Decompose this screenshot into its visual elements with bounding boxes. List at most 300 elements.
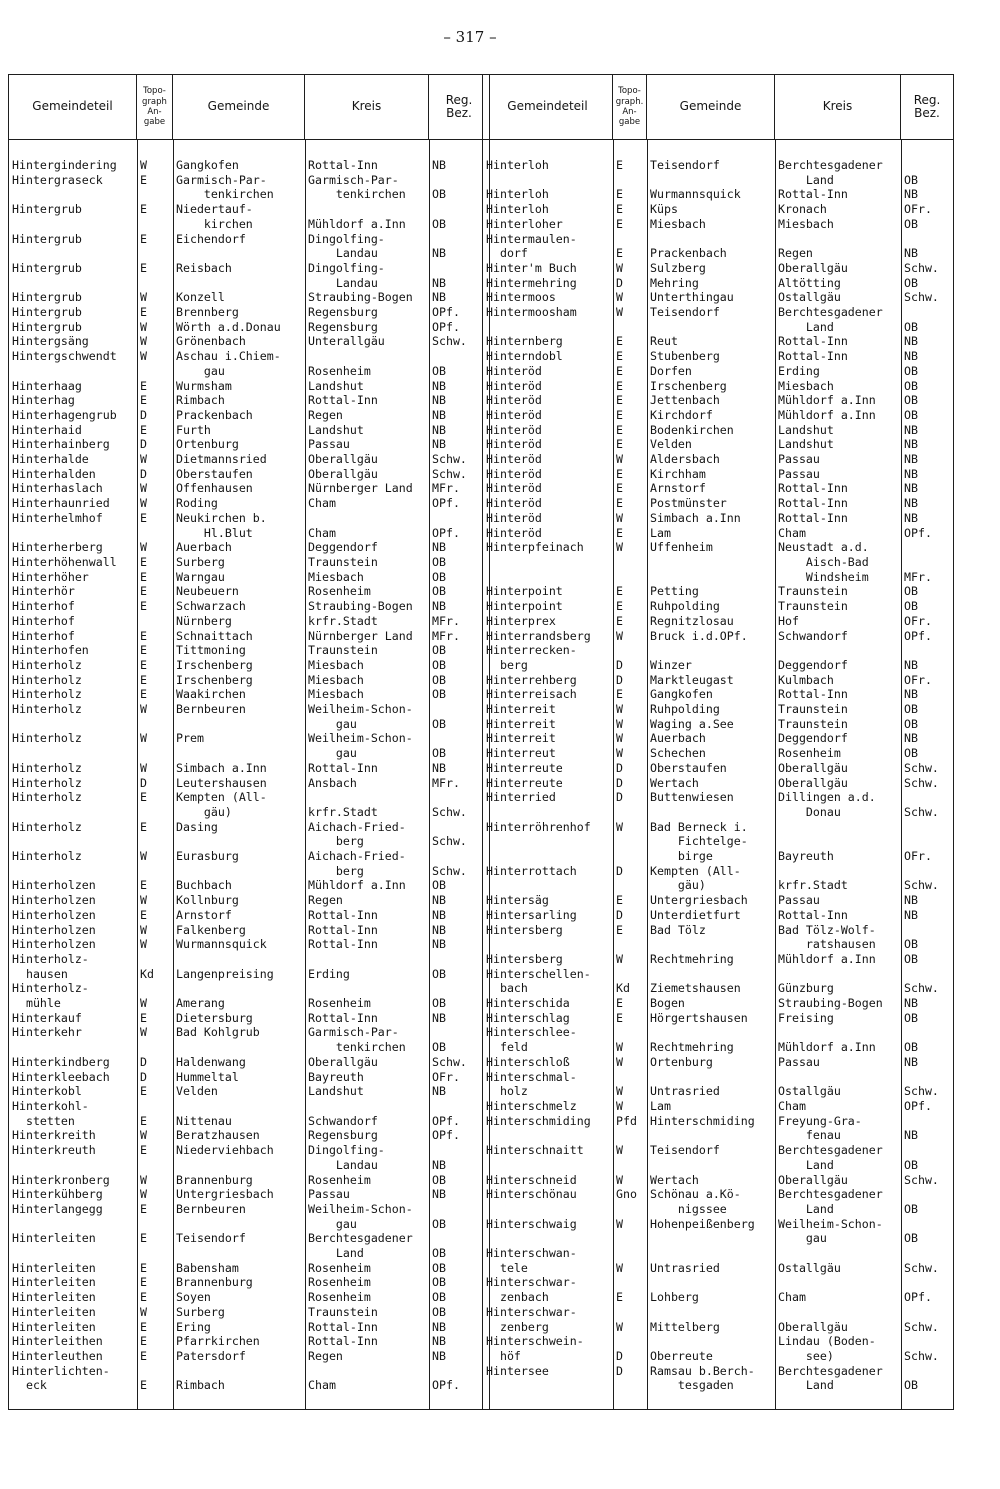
gemeindeteil-cell: Hinterrandsberg — [486, 628, 591, 643]
topo-cell: E — [140, 1260, 147, 1275]
topo-cell: W — [616, 819, 623, 834]
table-row — [483, 1261, 953, 1276]
gemeinde-cell — [173, 1364, 305, 1379]
reg-bez-cell — [429, 1099, 489, 1114]
topo-cell — [613, 937, 647, 952]
gemeinde-cell — [647, 173, 775, 188]
reg-bez-cell: NB — [432, 378, 446, 393]
kreis-cell: Rosenheim — [308, 996, 371, 1011]
gemeindeteil-cell — [483, 555, 613, 570]
reg-bez-cell — [429, 349, 489, 364]
topo-cell: E — [140, 672, 147, 687]
reg-bez-cell: NB — [432, 760, 446, 775]
table-row — [483, 1246, 953, 1261]
gemeinde-cell: Simbach a.Inn — [650, 510, 741, 525]
reg-bez-cell: OB — [432, 1172, 446, 1187]
table-row — [483, 849, 953, 864]
topo-cell — [613, 1378, 647, 1393]
gemeindeteil-cell — [483, 834, 613, 849]
table-row — [483, 776, 953, 791]
table-row — [483, 1084, 953, 1099]
gemeindeteil-cell: Hinterholz — [12, 775, 82, 790]
reg-bez-cell: OB — [904, 275, 918, 290]
table-row — [9, 496, 489, 511]
kreis-cell: Dingolfing- — [308, 1143, 385, 1158]
gemeinde-cell: Waging a.See — [650, 716, 734, 731]
kreis-cell — [775, 1070, 901, 1085]
reg-bez-cell: NB — [432, 1010, 446, 1025]
gemeinde-cell: Sulzberg — [650, 260, 706, 275]
reg-bez-cell: NB — [904, 349, 918, 364]
gemeindeteil-cell: Hinterleiten — [12, 1231, 96, 1246]
gemeinde-cell — [647, 555, 775, 570]
topo-cell — [137, 246, 173, 261]
reg-bez-cell: Schw. — [904, 804, 939, 819]
gemeindeteil-cell: Hinterhalde — [12, 452, 89, 467]
table-row — [9, 173, 489, 188]
reg-bez-cell — [429, 1364, 489, 1379]
topo-cell: D — [616, 790, 623, 805]
table-row — [9, 893, 489, 908]
table-row — [9, 702, 489, 717]
topo-cell: E — [140, 790, 147, 805]
gemeinde-cell: Wurmannsquick — [650, 187, 741, 202]
gemeindeteil-cell: Hinterhaid — [12, 422, 82, 437]
kreis-cell — [305, 952, 429, 967]
gemeindeteil-cell — [9, 364, 137, 379]
reg-bez-cell: NB — [904, 996, 918, 1011]
gemeinde-cell: Neubeuern — [176, 584, 239, 599]
reg-bez-cell — [901, 820, 953, 835]
kreis-cell — [305, 1364, 429, 1379]
gemeinde-cell: Leutershausen — [176, 775, 267, 790]
reg-bez-cell: OB — [432, 1260, 446, 1275]
gemeinde-cell: Dietersburg — [176, 1010, 253, 1025]
gemeindeteil-cell: Hinterried — [486, 790, 556, 805]
reg-bez-cell: OB — [904, 378, 918, 393]
reg-bez-cell — [429, 1143, 489, 1158]
reg-bez-cell: NB — [432, 407, 446, 422]
gemeinde-cell — [647, 1158, 775, 1173]
gemeinde-cell: Brannenburg — [176, 1172, 253, 1187]
kreis-cell: Bad Tölz-Wolf- — [778, 922, 876, 937]
topo-cell — [613, 1158, 647, 1173]
gemeindeteil-cell: Hintermoos — [486, 290, 556, 305]
kreis-cell: Altötting — [778, 275, 841, 290]
kreis-cell: Erding — [308, 966, 350, 981]
table-row — [483, 673, 953, 688]
reg-bez-cell: OFr. — [432, 1069, 460, 1084]
reg-bez-cell: Schw. — [432, 804, 467, 819]
topo-cell: D — [616, 775, 623, 790]
kreis-cell: Freising — [778, 1010, 834, 1025]
reg-bez-cell: OB — [432, 1275, 446, 1290]
kreis-cell: Cham — [778, 1290, 806, 1305]
reg-bez-cell: OB — [904, 937, 918, 952]
gemeinde-cell: Eichendorf — [176, 231, 246, 246]
topo-cell: E — [140, 202, 147, 217]
gemeindeteil-cell: Hinterreut — [486, 746, 556, 761]
gemeindeteil-cell: Hinterrehberg — [486, 672, 577, 687]
left-table-body — [9, 158, 489, 1393]
kreis-cell: Rottal-Inn — [778, 510, 848, 525]
kreis-cell: Mühldorf a.Inn — [308, 878, 406, 893]
topo-cell — [613, 1246, 647, 1261]
header-gemeinde: Gemeinde — [173, 75, 305, 139]
table-row — [483, 1128, 953, 1143]
kreis-cell: Bayreuth — [778, 849, 834, 864]
topo-cell: W — [616, 510, 623, 525]
gemeindeteil-cell: Hinterholz — [12, 790, 82, 805]
reg-bez-cell: NB — [432, 275, 446, 290]
topo-cell: W — [140, 702, 147, 717]
kreis-cell: Passau — [778, 1054, 820, 1069]
gemeindeteil-cell: Hinterholz — [12, 731, 82, 746]
gemeinde-cell: gau — [176, 363, 225, 378]
reg-bez-cell: OB — [432, 1304, 446, 1319]
reg-bez-cell: OB — [904, 1010, 918, 1025]
gemeindeteil-cell: Hinterkühberg — [12, 1187, 103, 1202]
reg-bez-cell: OB — [904, 584, 918, 599]
gemeinde-cell: Gangkofen — [176, 158, 239, 172]
reg-bez-cell — [429, 232, 489, 247]
kreis-cell: Cham — [778, 1099, 806, 1113]
gemeindeteil-cell — [483, 937, 613, 952]
gemeindeteil-cell: Hinterhagengrub — [12, 407, 117, 422]
kreis-cell: Oberallgäu — [308, 452, 378, 467]
gemeinde-cell — [647, 1025, 775, 1040]
topo-cell: W — [616, 540, 623, 555]
gemeinde-cell: Surberg — [176, 554, 225, 569]
reg-bez-cell: OB — [432, 216, 446, 231]
table-row — [483, 1334, 953, 1349]
kreis-cell: Landshut — [308, 378, 364, 393]
kreis-cell: Deggendorf — [778, 657, 848, 672]
reg-bez-cell: OB — [904, 599, 918, 614]
kreis-cell: Neustadt a.d. — [778, 540, 869, 555]
topo-cell — [613, 232, 647, 247]
table-row — [483, 158, 953, 173]
gemeinde-cell — [647, 937, 775, 952]
kreis-cell: ratshausen — [778, 937, 876, 952]
gemeinde-cell: Prackenbach — [176, 407, 253, 422]
gemeinde-cell: Regnitzlosau — [650, 613, 734, 628]
gemeindeteil-cell: Hinterhaslach — [12, 481, 103, 496]
reg-bez-cell: NB — [904, 496, 918, 511]
reg-bez-cell: NB — [432, 1187, 446, 1202]
kreis-cell: Regen — [778, 246, 813, 261]
topo-cell — [613, 1070, 647, 1085]
gemeindeteil-cell: dorf — [486, 246, 528, 261]
table-row — [483, 379, 953, 394]
gemeinde-cell: Langenpreising — [176, 966, 274, 981]
kreis-cell — [775, 1275, 901, 1290]
kreis-cell: Miesbach — [778, 378, 834, 393]
gemeinde-cell: Dorfen — [650, 363, 692, 378]
gemeinde-cell: Aschau i.Chiem- — [176, 349, 281, 364]
topo-cell: W — [616, 1260, 623, 1275]
table-row — [483, 952, 953, 967]
gemeindeteil-cell: berg — [486, 657, 528, 672]
gemeinde-cell: Nürnberg — [176, 613, 232, 628]
table-row — [9, 187, 489, 202]
table-row — [9, 1305, 489, 1320]
gemeindeteil-cell: Hinterhof — [12, 613, 75, 628]
reg-bez-cell — [901, 967, 953, 982]
gemeinde-cell: Untrasried — [650, 1084, 720, 1099]
kreis-cell: Rosenheim — [308, 584, 371, 599]
gemeinde-cell: Ziemetshausen — [650, 981, 741, 996]
reg-bez-cell: OFr. — [904, 672, 932, 687]
topo-cell — [137, 717, 173, 732]
kreis-cell: Donau — [778, 804, 841, 819]
gemeinde-cell: nigssee — [650, 1201, 727, 1216]
reg-bez-cell: OB — [432, 657, 446, 672]
reg-bez-cell: OPf. — [904, 1290, 932, 1305]
reg-bez-cell — [429, 511, 489, 526]
kreis-cell: Oberallgäu — [778, 1319, 848, 1334]
reg-bez-cell — [901, 643, 953, 658]
reg-bez-cell — [429, 261, 489, 276]
topo-cell: W — [140, 922, 147, 937]
table-row — [9, 731, 489, 746]
kreis-cell: Deggendorf — [778, 731, 848, 746]
gemeindeteil-cell: Hinterlangegg — [12, 1201, 103, 1216]
topo-cell: W — [140, 540, 147, 555]
reg-bez-cell — [901, 864, 953, 879]
table-row — [9, 1099, 489, 1114]
kreis-cell: Traunstein — [778, 702, 848, 717]
reg-bez-cell: Schw. — [904, 1260, 939, 1275]
topo-cell: W — [140, 893, 147, 908]
topo-cell — [137, 1217, 173, 1232]
kreis-cell: Mühldorf a.Inn — [778, 407, 876, 422]
topo-cell: Kd — [140, 966, 154, 981]
reg-bez-cell — [429, 981, 489, 996]
table-row — [483, 893, 953, 908]
table-row — [483, 187, 953, 202]
header-reg-line: Reg. — [913, 92, 941, 107]
reg-bez-cell — [429, 1231, 489, 1246]
gemeindeteil-cell: Hinterhelmhof — [12, 510, 103, 525]
kreis-cell: berg — [308, 863, 364, 878]
table-row — [9, 1261, 489, 1276]
table-row — [483, 1070, 953, 1085]
gemeinde-cell: Bogen — [650, 996, 685, 1011]
left-register-table — [8, 74, 490, 1410]
gemeindeteil-cell: Hinteröd — [486, 466, 542, 481]
gemeindeteil-cell: Hinterloh — [486, 158, 549, 172]
reg-bez-cell: OB — [432, 672, 446, 687]
kreis-cell: Rosenheim — [308, 1290, 371, 1305]
table-row — [9, 629, 489, 644]
table-row — [9, 805, 489, 820]
topo-cell: Pfd — [616, 1113, 637, 1128]
kreis-cell: Rottal-Inn — [778, 687, 848, 702]
reg-bez-cell — [429, 173, 489, 188]
reg-bez-cell — [429, 1025, 489, 1040]
topo-cell: E — [140, 569, 147, 584]
gemeinde-cell: Teisendorf — [650, 158, 720, 172]
gemeindeteil-cell — [9, 746, 137, 761]
gemeinde-cell: Dasing — [176, 819, 218, 834]
topo-cell: E — [616, 525, 623, 540]
gemeinde-cell: Marktleugast — [650, 672, 734, 687]
reg-bez-cell: NB — [904, 466, 918, 481]
gemeindeteil-cell: Hinterröhrenhof — [486, 819, 591, 834]
table-row — [9, 1025, 489, 1040]
reg-bez-cell — [901, 1305, 953, 1320]
topo-cell: E — [140, 422, 147, 437]
topo-cell: W — [140, 1304, 147, 1319]
gemeindeteil-cell: Hinterhöhenwall — [12, 554, 117, 569]
kreis-cell: Weilheim-Schon- — [308, 731, 413, 746]
gemeindeteil-cell: Hintergsäng — [12, 334, 89, 349]
reg-bez-cell: OB — [432, 187, 446, 202]
reg-bez-cell: NB — [904, 187, 918, 202]
gemeindeteil-cell: Hinterprex — [486, 613, 556, 628]
kreis-cell — [305, 202, 429, 217]
topo-cell — [613, 1202, 647, 1217]
gemeinde-cell: Hummeltal — [176, 1069, 239, 1084]
gemeinde-cell — [647, 232, 775, 247]
kreis-cell: Rottal-Inn — [308, 1010, 378, 1025]
reg-bez-cell — [429, 952, 489, 967]
table-row — [483, 629, 953, 644]
gemeindeteil-cell: Hinterleiten — [12, 1275, 96, 1290]
reg-bez-cell: OPf. — [432, 1113, 460, 1128]
reg-bez-cell: NB — [904, 907, 918, 922]
table-row — [483, 290, 953, 305]
gemeinde-cell — [173, 246, 305, 261]
gemeinde-cell: Fichtelge- — [650, 834, 748, 849]
gemeindeteil-cell: Hintergrub — [12, 231, 82, 246]
table-row — [9, 849, 489, 864]
table-row — [9, 1217, 489, 1232]
gemeinde-cell: tesgaden — [650, 1378, 734, 1393]
gemeinde-cell: Haldenwang — [176, 1054, 246, 1069]
reg-bez-cell: OB — [904, 702, 918, 717]
gemeinde-cell: Irschenberg — [650, 378, 727, 393]
gemeinde-cell: Prackenbach — [650, 246, 727, 261]
topo-cell: E — [140, 819, 147, 834]
gemeinde-cell: Unterthingau — [650, 290, 734, 305]
table-row — [483, 1231, 953, 1246]
gemeindeteil-cell: Hinteröd — [486, 378, 542, 393]
gemeindeteil-cell: Hinterpfeinach — [486, 540, 584, 555]
topo-cell: D — [140, 775, 147, 790]
topo-cell: W — [616, 702, 623, 717]
table-row — [9, 276, 489, 291]
gemeinde-cell: Kirchham — [650, 466, 706, 481]
kreis-cell: gau — [308, 716, 357, 731]
topo-cell: E — [616, 893, 623, 908]
gemeindeteil-cell: Hinterkreuth — [12, 1143, 96, 1158]
kreis-cell: Garmisch-Par- — [308, 172, 399, 187]
gemeindeteil-cell: Hintergrub — [12, 305, 82, 320]
gemeindeteil-cell: Hinterrecken- — [486, 643, 577, 658]
kreis-cell: Günzburg — [778, 981, 834, 996]
kreis-cell: Rottal-Inn — [308, 907, 378, 922]
gemeindeteil-cell: Hinterhalden — [12, 466, 96, 481]
table-row — [9, 952, 489, 967]
header-reg-line: Bez. — [446, 106, 472, 120]
kreis-cell: Cham — [308, 525, 336, 540]
topo-cell: E — [140, 231, 147, 246]
reg-bez-cell — [901, 1143, 953, 1158]
gemeinde-cell — [173, 746, 305, 761]
reg-bez-cell: OPf. — [904, 525, 932, 540]
gemeinde-cell: Furth — [176, 422, 211, 437]
gemeindeteil-cell: Hinterkindberg — [12, 1054, 110, 1069]
gemeindeteil-cell: Hinterholz — [12, 657, 82, 672]
gemeindeteil-cell: tele — [486, 1260, 528, 1275]
gemeinde-cell — [173, 717, 305, 732]
gemeinde-cell: Tittmoning — [176, 643, 246, 658]
kreis-cell: Aichach-Fried- — [308, 849, 406, 864]
topo-cell: E — [140, 1275, 147, 1290]
gemeindeteil-cell: Hinterreit — [486, 731, 556, 746]
reg-bez-cell: OFr. — [904, 613, 932, 628]
table-row — [9, 981, 489, 996]
topo-cell: E — [616, 349, 623, 364]
topo-cell: W — [140, 996, 147, 1011]
gemeinde-cell: Neukirchen b. — [176, 510, 267, 525]
reg-bez-cell: Schw. — [432, 466, 467, 481]
topo-cell — [613, 878, 647, 893]
topo-cell — [137, 217, 173, 232]
gemeinde-cell: Schwarzach — [176, 599, 246, 614]
gemeindeteil-cell — [9, 276, 137, 291]
table-row — [483, 731, 953, 746]
topo-cell — [613, 1025, 647, 1040]
topo-cell: E — [140, 1113, 147, 1128]
gemeindeteil-cell: Hintergraseck — [12, 172, 103, 187]
gemeindeteil-cell: Hinterschlee- — [486, 1025, 577, 1040]
kreis-cell: Lindau (Boden- — [778, 1334, 876, 1349]
table-row — [483, 393, 953, 408]
topo-cell — [613, 1305, 647, 1320]
gemeindeteil-cell — [9, 1217, 137, 1232]
header-topo-line: gabe — [618, 117, 641, 128]
kreis-cell — [775, 643, 901, 658]
kreis-cell: Traunstein — [778, 584, 848, 599]
kreis-cell: tenkirchen — [308, 187, 406, 202]
table-row — [9, 1275, 489, 1290]
gemeindeteil-cell: holz — [486, 1084, 528, 1099]
gemeinde-cell: Mehring — [650, 275, 699, 290]
topo-cell: E — [140, 305, 147, 320]
reg-bez-cell: OB — [432, 966, 446, 981]
header-reg-bez — [901, 75, 953, 139]
kreis-cell: Nürnberger Land — [308, 628, 413, 643]
topo-cell: E — [140, 907, 147, 922]
reg-bez-cell: Schw. — [904, 1348, 939, 1363]
gemeindeteil-cell: Hinterschwaig — [486, 1216, 577, 1231]
reg-bez-cell: Schw. — [904, 290, 939, 305]
reg-bez-cell: OB — [432, 746, 446, 761]
table-row — [483, 246, 953, 261]
gemeindeteil-cell: Hintergindering — [12, 158, 117, 172]
gemeindeteil-cell: Hinterholz- — [12, 981, 89, 996]
gemeinde-cell: Bodenkirchen — [650, 422, 734, 437]
table-row — [9, 1231, 489, 1246]
topo-cell: D — [616, 907, 623, 922]
topo-cell — [137, 1364, 173, 1379]
gemeindeteil-cell: höf — [486, 1348, 521, 1363]
table-row — [9, 878, 489, 893]
reg-bez-cell: OB — [904, 172, 918, 187]
